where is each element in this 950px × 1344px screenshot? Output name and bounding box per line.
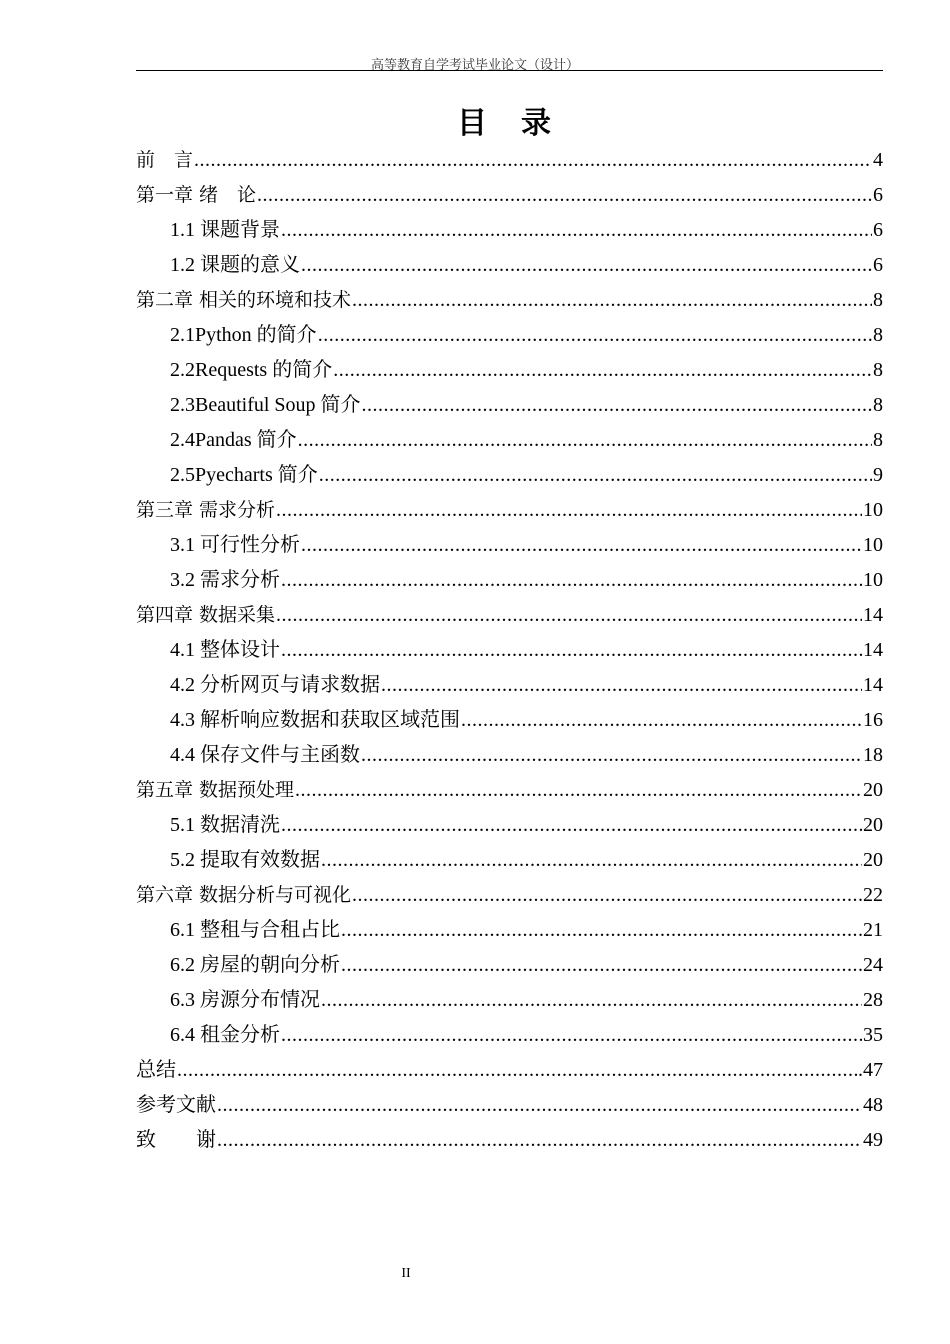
toc-entry-label: 2.1Python 的简介 <box>170 324 317 346</box>
toc-entry-page: 6 <box>873 184 883 206</box>
toc-dot-leader <box>321 843 862 878</box>
toc-entry-label: 4.1 整体设计 <box>170 639 280 661</box>
toc-dot-leader <box>321 983 862 1018</box>
toc-entry-label: 1.1 课题背景 <box>170 219 280 241</box>
toc-entry[interactable] <box>136 283 883 318</box>
toc-entry-label: 2.3Beautiful Soup 简介 <box>170 394 361 416</box>
toc-entry[interactable] <box>136 913 883 948</box>
toc-entry-label: 2.2Requests 的简介 <box>170 359 333 381</box>
toc-entry-page: 8 <box>873 359 883 381</box>
toc-dot-leader <box>381 668 862 703</box>
toc-entry-page: 8 <box>873 394 883 416</box>
toc-entry-label: 前 言 <box>136 149 194 171</box>
toc-entry-page: 49 <box>863 1129 883 1151</box>
toc-entry-label: 2.4Pandas 简介 <box>170 429 297 451</box>
toc-entry[interactable] <box>136 1123 883 1158</box>
toc-dot-leader <box>281 563 862 598</box>
toc-dot-leader <box>281 213 872 248</box>
toc-dot-leader <box>281 1018 862 1053</box>
toc-dot-leader <box>281 633 862 668</box>
toc-entry-page: 21 <box>863 919 883 941</box>
toc-entry-label: 1.2 课题的意义 <box>170 254 300 276</box>
toc-entry[interactable] <box>136 633 883 668</box>
toc-dot-leader <box>461 703 862 738</box>
toc-dot-leader <box>281 808 862 843</box>
toc-entry-page: 10 <box>863 534 883 556</box>
toc-entry[interactable] <box>136 458 883 493</box>
table-of-contents <box>136 143 883 1158</box>
toc-dot-leader <box>352 283 872 318</box>
toc-entry-page: 4 <box>873 149 883 171</box>
toc-dot-leader <box>341 948 857 983</box>
toc-entry-label: 6.3 房源分布情况 <box>170 989 320 1011</box>
toc-entry[interactable] <box>136 948 883 983</box>
footer-page-number: II <box>401 1266 411 1281</box>
toc-dot-leader <box>295 773 862 808</box>
toc-dot-leader <box>298 423 872 458</box>
toc-entry[interactable] <box>136 738 883 773</box>
toc-entry[interactable] <box>136 213 883 248</box>
toc-entry-label: 总结 <box>136 1059 176 1081</box>
toc-entry[interactable] <box>136 878 883 913</box>
toc-title: 目 录 <box>457 106 553 141</box>
toc-entry-page: 20 <box>863 849 883 871</box>
toc-entry-label: 3.2 需求分析 <box>170 569 280 591</box>
toc-entry-page: 20 <box>863 814 883 836</box>
toc-entry-page: 8 <box>873 289 883 311</box>
toc-dot-leader <box>217 1088 862 1123</box>
toc-dot-leader <box>217 1123 862 1158</box>
toc-entry[interactable] <box>136 843 883 878</box>
toc-entry-page: 10 <box>863 499 883 521</box>
toc-entry-page: 18 <box>863 744 883 766</box>
toc-entry[interactable] <box>136 388 883 423</box>
toc-entry[interactable] <box>136 773 883 808</box>
toc-entry[interactable] <box>136 248 883 283</box>
toc-entry[interactable] <box>136 528 883 563</box>
toc-entry-label: 第六章 数据分析与可视化 <box>136 884 352 906</box>
toc-entry-label: 2.5Pyecharts 简介 <box>170 464 318 486</box>
toc-dot-leader <box>177 1053 857 1088</box>
toc-entry[interactable] <box>136 668 883 703</box>
toc-entry-page: .47 <box>858 1059 883 1081</box>
toc-entry-page: 6 <box>873 254 883 276</box>
toc-entry-label: 第一章 绪 论 <box>136 184 257 206</box>
toc-entry-label: 4.4 保存文件与主函数 <box>170 744 360 766</box>
toc-entry[interactable] <box>136 598 883 633</box>
toc-entry-label: 第五章 数据预处理 <box>136 779 295 801</box>
toc-dot-leader <box>319 458 872 493</box>
toc-entry-label: 致 谢 <box>136 1129 216 1151</box>
toc-entry-label: 5.1 数据清洗 <box>170 814 280 836</box>
page-header: 高等教育自学考试毕业论文（设计） <box>370 57 579 72</box>
toc-entry[interactable] <box>136 808 883 843</box>
toc-entry-label: 4.2 分析网页与请求数据 <box>170 674 380 696</box>
toc-entry-page: 14 <box>863 639 883 661</box>
toc-dot-leader <box>301 248 872 283</box>
toc-entry[interactable] <box>136 1088 883 1123</box>
toc-entry-label: 参考文献 <box>136 1094 216 1116</box>
toc-entry[interactable] <box>136 1018 883 1053</box>
toc-dot-leader <box>361 738 862 773</box>
toc-entry[interactable] <box>136 703 883 738</box>
toc-dot-leader <box>194 143 872 178</box>
toc-entry[interactable] <box>136 318 883 353</box>
toc-dot-leader <box>352 878 862 913</box>
toc-entry-page: 9 <box>873 464 883 486</box>
toc-entry-page: 8 <box>873 429 883 451</box>
toc-entry-page: .24 <box>858 954 883 976</box>
toc-entry[interactable] <box>136 423 883 458</box>
toc-entry-page: 35 <box>863 1024 883 1046</box>
toc-entry-page: 22 <box>863 884 883 906</box>
toc-entry-page: 14 <box>863 674 883 696</box>
toc-dot-leader <box>276 493 862 528</box>
toc-dot-leader <box>341 913 862 948</box>
toc-entry[interactable] <box>136 353 883 388</box>
toc-entry-page: 28 <box>863 989 883 1011</box>
toc-entry-page: 48 <box>863 1094 883 1116</box>
toc-entry-page: 14 <box>863 604 883 626</box>
header-rule <box>136 70 883 71</box>
toc-dot-leader <box>362 388 872 423</box>
toc-entry[interactable] <box>136 1053 883 1088</box>
toc-entry-label: 6.1 整租与合租占比 <box>170 919 340 941</box>
toc-entry-page: 20 <box>863 779 883 801</box>
toc-dot-leader <box>276 598 862 633</box>
toc-entry[interactable] <box>136 178 883 213</box>
toc-entry-label: 第三章 需求分析 <box>136 499 276 521</box>
toc-entry-page: 6 <box>873 219 883 241</box>
toc-entry-label: 6.4 租金分析 <box>170 1024 280 1046</box>
toc-dot-leader <box>333 353 872 388</box>
toc-entry[interactable] <box>136 983 883 1018</box>
toc-entry-page: 8 <box>873 324 883 346</box>
toc-entry-label: 第四章 数据采集 <box>136 604 276 626</box>
toc-entry[interactable] <box>136 493 883 528</box>
toc-entry-page: 16 <box>863 709 883 731</box>
toc-dot-leader <box>318 318 872 353</box>
toc-entry-label: 3.1 可行性分析 <box>170 534 300 556</box>
toc-entry[interactable] <box>136 143 883 178</box>
toc-entry-label: 4.3 解析响应数据和获取区域范围 <box>170 709 460 731</box>
toc-entry-page: 10 <box>863 569 883 591</box>
toc-entry[interactable] <box>136 563 883 598</box>
toc-entry-label: 第二章 相关的环境和技术 <box>136 289 352 311</box>
toc-entry-label: 5.2 提取有效数据 <box>170 849 320 871</box>
toc-dot-leader <box>301 528 862 563</box>
toc-entry-label: 6.2 房屋的朝向分析 <box>170 954 340 976</box>
toc-dot-leader <box>257 178 872 213</box>
